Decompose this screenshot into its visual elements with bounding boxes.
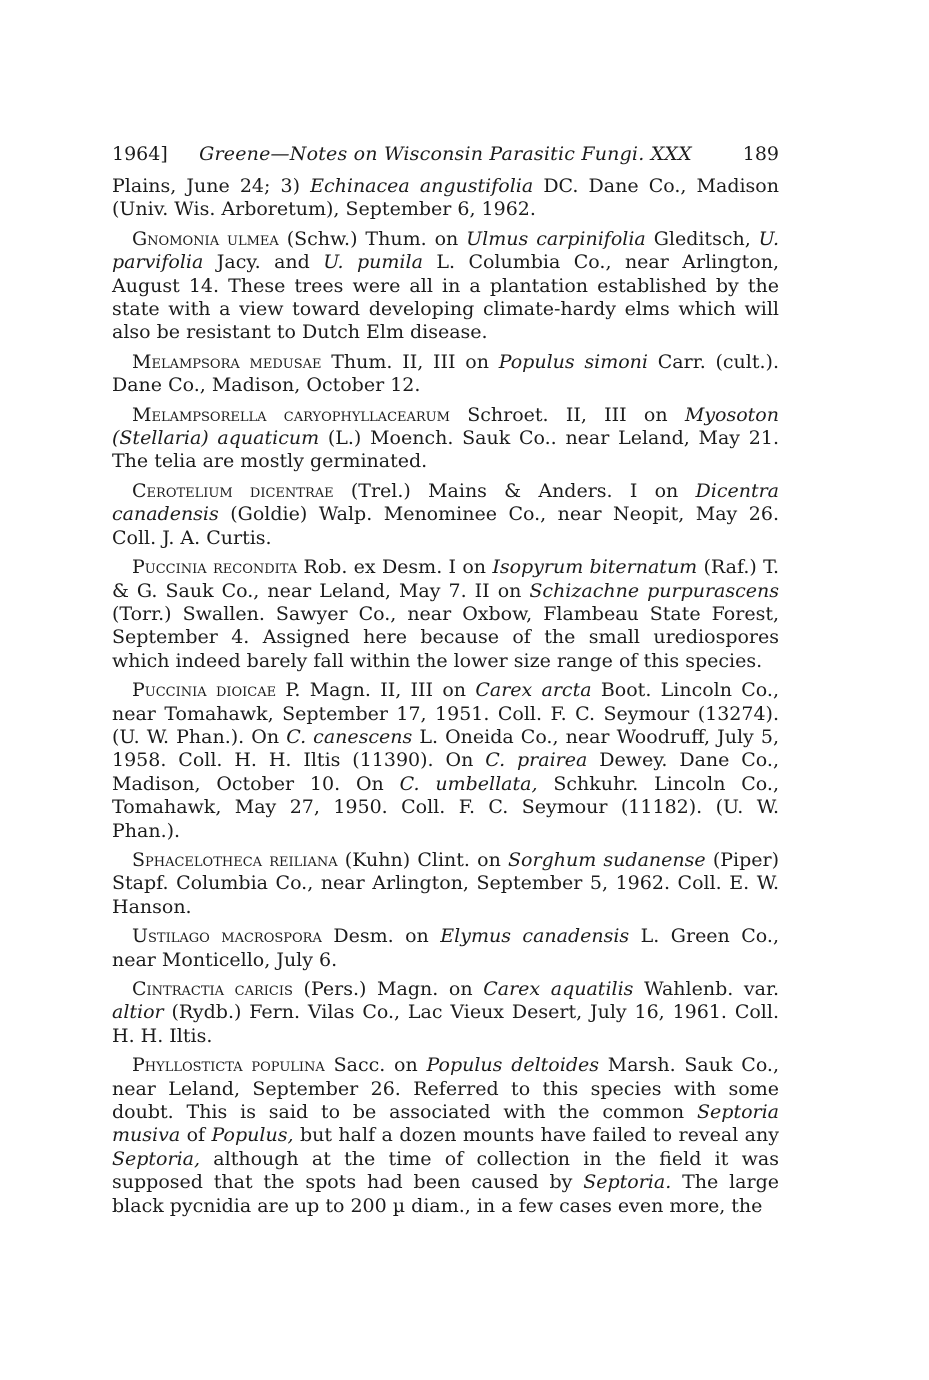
host-name: U. pumila bbox=[323, 251, 423, 274]
entry-text: (Goldie) Walp. Menominee Co., near Neopit, May 26. Coll. J. A. Curtis. bbox=[112, 503, 779, 549]
species-entry bbox=[112, 351, 779, 398]
entry-text: Carr. (cult.). Dane Co., Madison, October 12. bbox=[112, 350, 779, 397]
host-name: C. prairea bbox=[485, 749, 588, 772]
fungus-name: Melampsorella caryophyllacearum bbox=[132, 403, 450, 426]
species-entry bbox=[112, 925, 779, 972]
fungus-name: Puccinia dioicae bbox=[132, 679, 277, 702]
entry-text: Schkuhr. Lincoln Co., Tomahawk, May 27, 1950. Coll. F. C. Seymour (11182). (U. W. Phan.). bbox=[112, 772, 779, 842]
host-name: Elymus canadensis bbox=[440, 925, 630, 948]
species-entry bbox=[112, 1054, 779, 1218]
entry-text: but half a dozen mounts have failed to reveal any bbox=[293, 1124, 779, 1147]
entry-text: The large black pycnidia are up to 200 µ diam., in a few cases even more, the bbox=[112, 1171, 779, 1217]
host-name: Populus simoni bbox=[498, 350, 648, 373]
running-head bbox=[112, 143, 779, 171]
entry-text: Desm. on bbox=[321, 925, 441, 948]
running-head-title: Greene—Notes on Wisconsin Parasitic Fungi. XXX bbox=[199, 143, 692, 165]
entry-text: Schroet. II, III on bbox=[449, 403, 685, 426]
entry-text: (Schw.) Thum. on bbox=[278, 227, 467, 250]
entry-text: P. Magn. II, III on bbox=[276, 679, 476, 702]
entry-text: (L.) Moench. Sauk Co.. near Leland, May 21. The telia are mostly germinated. bbox=[112, 427, 780, 473]
entry-text: (Piper) Stapf. Columbia Co., near Arlington, September 5, 1962. Coll. E. W. Hanson. bbox=[112, 848, 780, 918]
host-name: Schizachne purpurascens bbox=[529, 579, 780, 602]
entry-text: Plains, June 24; 3) bbox=[112, 175, 311, 197]
host-name: Dicentra canadensis bbox=[112, 479, 779, 526]
species-entry bbox=[112, 849, 779, 919]
host-name: Septoria, bbox=[112, 1147, 201, 1170]
host-name: Echinacea angustifolia bbox=[310, 175, 534, 197]
entry-text: Boot. Lincoln Co., near Tomahawk, September 17, 1951. Coll. F. C. Seymour (13274). (U. W. Phan.). On bbox=[112, 679, 779, 748]
entry-text: Jacy. and bbox=[203, 251, 324, 274]
host-name: Septoria. bbox=[583, 1171, 672, 1194]
fungus-name: Cerotelium dicentrae bbox=[132, 479, 334, 502]
host-name: C. canescens bbox=[286, 725, 413, 748]
entry-text: Rob. ex Desm. I on bbox=[297, 556, 493, 579]
entry-text: Gleditsch, bbox=[645, 227, 759, 250]
entry-text: Dewey. Dane Co., Madison, October 10. On bbox=[112, 749, 779, 795]
host-name: U. parvifolia bbox=[112, 227, 779, 274]
species-entry bbox=[112, 556, 779, 673]
continued-paragraph bbox=[112, 175, 779, 222]
running-head-year: 1964] bbox=[112, 143, 168, 165]
body-text bbox=[112, 175, 779, 1218]
fungus-name: Cintractia caricis bbox=[132, 978, 293, 1000]
species-entry bbox=[112, 480, 779, 550]
entry-text: of bbox=[180, 1124, 212, 1147]
host-name: Carex aquatilis bbox=[483, 978, 634, 1000]
fungus-name: Ustilago macrospora bbox=[132, 925, 322, 948]
entry-text: L. Green Co., near Monticello, July 6. bbox=[112, 925, 779, 971]
host-name: Populus, bbox=[211, 1124, 294, 1147]
entry-text: Thum. II, III on bbox=[321, 350, 499, 373]
fungus-name: Puccinia recondita bbox=[132, 556, 298, 579]
document-page bbox=[112, 143, 779, 1224]
entry-text: Sacc. on bbox=[324, 1054, 427, 1077]
host-name: altior bbox=[112, 1001, 164, 1024]
host-name: Septoria musiva bbox=[112, 1101, 779, 1147]
host-name: Populus deltoides bbox=[426, 1054, 599, 1077]
fungus-name: Sphacelotheca reiliana bbox=[132, 848, 338, 871]
host-name: C. umbellata, bbox=[399, 772, 538, 795]
entry-text: although at the time of collection in the field it was supposed that the spots had been caused by bbox=[112, 1147, 779, 1194]
entry-text: (Kuhn) Clint. on bbox=[337, 848, 509, 871]
fungus-name: Gnomonia ulmea bbox=[132, 227, 279, 250]
entry-text: Marsh. Sauk Co., near Leland, September 26. Referred to this species with some doubt. This is said to be associated with the common bbox=[112, 1054, 780, 1124]
fungus-name: Phyllosticta populina bbox=[132, 1054, 325, 1077]
host-name: Ulmus carpinifolia bbox=[466, 227, 646, 250]
entry-text: L. Columbia Co., near Arlington, August 14. These trees were all in a plantation established by the state with a view toward developing climate-hardy elms which will also be resistant to Dutch Elm disease. bbox=[112, 251, 779, 344]
host-name: Sorghum sudanense bbox=[508, 848, 706, 871]
entry-text: DC. Dane Co., Madison (Univ. Wis. Arboretum), September 6, 1962. bbox=[112, 175, 779, 221]
host-name: Myosoton (Stellaria) aquaticum bbox=[112, 403, 779, 450]
host-name: Isopyrum biternatum bbox=[492, 556, 698, 579]
entry-text: Wahlenb. var. bbox=[633, 978, 779, 1000]
page-number: 189 bbox=[742, 143, 779, 165]
species-entry bbox=[112, 228, 779, 345]
host-name: Carex arcta bbox=[475, 679, 592, 702]
entry-text: (Trel.) Mains & Anders. I on bbox=[333, 479, 696, 502]
entry-text: (Torr.) Swallen. Sawyer Co., near Oxbow, Flambeau State Forest, September 4. Assigned here because of the small urediospores which indeed barely fall within the lower size range of this species. bbox=[112, 602, 779, 672]
entry-text: (Pers.) Magn. on bbox=[292, 978, 484, 1000]
species-entry bbox=[112, 978, 779, 1048]
entry-text: L. Oneida Co., near Woodruff, July 5, 1958. Coll. H. H. Iltis (11390). On bbox=[112, 725, 779, 772]
species-entry bbox=[112, 404, 779, 474]
entry-text: (Rydb.) Fern. Vilas Co., Lac Vieux Desert, July 16, 1961. Coll. H. H. Iltis. bbox=[112, 1001, 779, 1047]
species-entry bbox=[112, 679, 779, 843]
entry-text: (Raf.) T. & G. Sauk Co., near Leland, May 7. II on bbox=[112, 556, 780, 602]
fungus-name: Melampsora medusae bbox=[132, 350, 322, 373]
